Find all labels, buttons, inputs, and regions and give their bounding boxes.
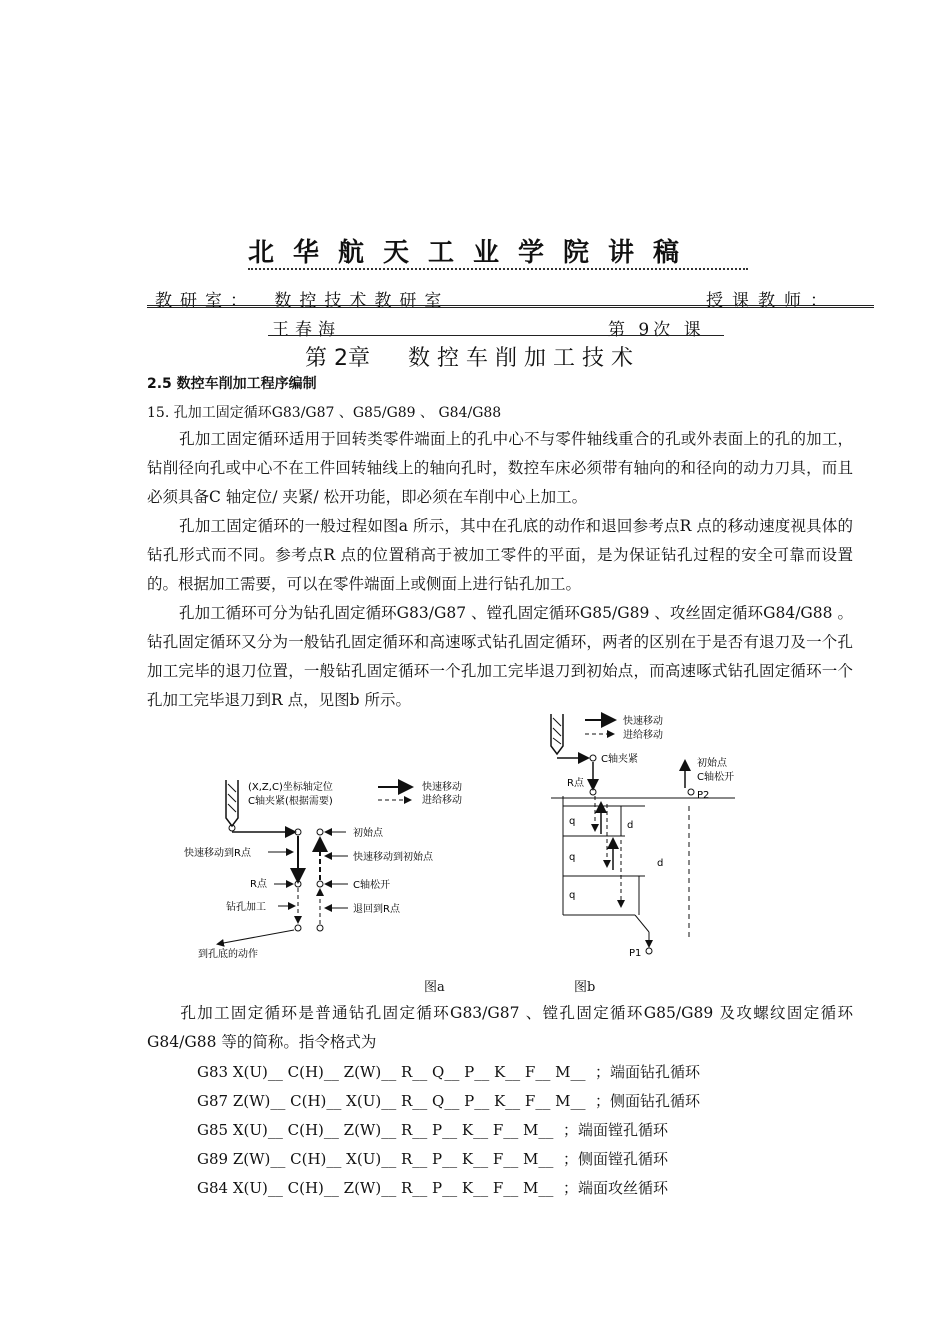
paragraph-2: 孔加工固定循环的一般过程如图a 所示，其中在孔底的动作和退回参考点R 点的移动速度视具体的钻孔形式而不同。参考点R 点的位置稍高于被加工零件的平面，是为保证钻孔过程的安全可靠而设置的。根据加工需要，可以在零件端面上或侧面上进行钻孔加工。 bbox=[147, 517, 853, 593]
chapter-heading bbox=[305, 341, 640, 372]
dept-value: 数控技术教研室 bbox=[274, 291, 450, 311]
fig-a-label-r: R点 bbox=[250, 879, 267, 890]
fig-a-legend-rapid: 快速移动 bbox=[422, 782, 462, 793]
paragraph-3: 孔加工循环可分为钻孔固定循环G83/G87 、镗孔固定循环G85/G89 、攻丝固定循环G84/G88 。钻孔固定循环又分为一般钻孔固定循环和高速啄式钻孔固定循环，两者的区别在于是否有退刀及一个孔加工完毕的退刀位置，一般钻孔固定循环一个孔加工完毕退刀到初始点，而高速啄式钻孔固定循环一个孔加工完毕退刀到R 点，见图b 所示。 bbox=[147, 604, 853, 709]
drill-tool-icon-b bbox=[551, 714, 563, 754]
fig-a-legend-feed: 进给移动 bbox=[422, 795, 462, 806]
paragraph-1: 孔加工固定循环适用于回转类零件端面上的孔中心不与零件轴线重合的孔或外表面上的孔的加工，钻削径向孔或中心不在工件回转轴线上的轴向孔时，数控车床必须带有轴向的和径向的动力刀具，而且必须具备C 轴定位/ 夹紧/ 松开功能，即必须在车削中心上加工。 bbox=[147, 430, 853, 506]
teacher-name: 王春海 bbox=[272, 320, 341, 340]
fig-a-legend-1: (X,Z,C)坐标轴定位 bbox=[248, 782, 333, 793]
fig-a-legend-2: C轴夹紧(根据需要) bbox=[248, 796, 333, 807]
fig-b-label-r: R点 bbox=[567, 778, 584, 789]
fig-b-label-p1: P1 bbox=[629, 948, 642, 959]
fig-a-label-c-release: C轴松开 bbox=[353, 880, 390, 891]
dept-label: 教研室： bbox=[155, 291, 255, 311]
fig-b-legend-rapid: 快速移动 bbox=[623, 716, 663, 727]
fig-b-label-q-2: q bbox=[569, 852, 576, 863]
fig-b-label-d-2: d bbox=[657, 858, 664, 869]
fig-b-label-c-clamp: C轴夹紧 bbox=[601, 754, 638, 765]
page-title: 北华航天工业学院讲稿 bbox=[248, 232, 748, 270]
command-line: G83 X(U)__ C(H)__ Z(W)__ R__ Q__ P__ K__ F__ M__ ；端面钻孔循环 bbox=[197, 1063, 701, 1081]
fig-b-legend-feed: 进给移动 bbox=[623, 730, 663, 741]
fig-b-label-q-1: q bbox=[569, 816, 576, 827]
header-rule bbox=[147, 305, 874, 308]
fig-b-label-p2: P2 bbox=[697, 790, 710, 801]
fig-b-label-d-1: d bbox=[627, 820, 634, 831]
fig-a-label-rapid-to-initial: 快速移动到初始点 bbox=[353, 852, 433, 863]
command-line: G87 Z(W)__ C(H)__ X(U)__ R__ Q__ P__ K__ F__ M__ ；侧面钻孔循环 bbox=[197, 1092, 701, 1110]
teacher-label: 授课教师： bbox=[706, 291, 836, 311]
chapter-title: 数控车削加工技术 bbox=[408, 346, 641, 371]
fig-a-label-rapid-to-r: 快速移动到R点 bbox=[184, 848, 251, 859]
fig-a-label-initial: 初始点 bbox=[353, 828, 383, 839]
drill-tool-icon bbox=[226, 780, 238, 826]
figure-b bbox=[545, 710, 770, 965]
header-rule-2 bbox=[268, 335, 724, 337]
paragraph-4: 孔加工固定循环是普通钻孔固定循环G83/G87 、镗孔固定循环G85/G89 及攻螺纹固定循环G84/G88 等的简称。指令格式为 bbox=[147, 1004, 853, 1051]
fig-a-label-bottom: 到孔底的动作 bbox=[198, 949, 258, 960]
fig-b-label-c-release: C轴松开 bbox=[697, 772, 734, 783]
fig-b-label-q-3: q bbox=[569, 890, 576, 901]
chapter-number: 第 2章 bbox=[305, 346, 370, 371]
command-line: G85 X(U)__ C(H)__ Z(W)__ R__ P__ K__ F__ M__ ；端面镗孔循环 bbox=[197, 1121, 668, 1139]
figure-a bbox=[178, 772, 508, 967]
command-line: G89 Z(W)__ C(H)__ X(U)__ R__ P__ K__ F__ M__ ；侧面镗孔循环 bbox=[197, 1150, 668, 1168]
fig-a-label-return-r: 退回到R点 bbox=[353, 904, 400, 915]
command-line: G84 X(U)__ C(H)__ Z(W)__ R__ P__ K__ F__ M__ ；端面攻丝循环 bbox=[197, 1179, 668, 1197]
item-heading: 15. 孔加工固定循环G83/G87 、G85/G89 、 G84/G88 bbox=[147, 405, 502, 421]
figure-b-caption: 图b bbox=[574, 980, 596, 995]
fig-a-label-drill: 钻孔加工 bbox=[226, 902, 266, 913]
fig-b-label-initial: 初始点 bbox=[697, 758, 727, 769]
section-heading: 2.5 数控车削加工程序编制 bbox=[147, 376, 317, 392]
figure-a-caption: 图a bbox=[424, 980, 445, 995]
lesson-number: 第 9次 课 bbox=[608, 320, 705, 340]
